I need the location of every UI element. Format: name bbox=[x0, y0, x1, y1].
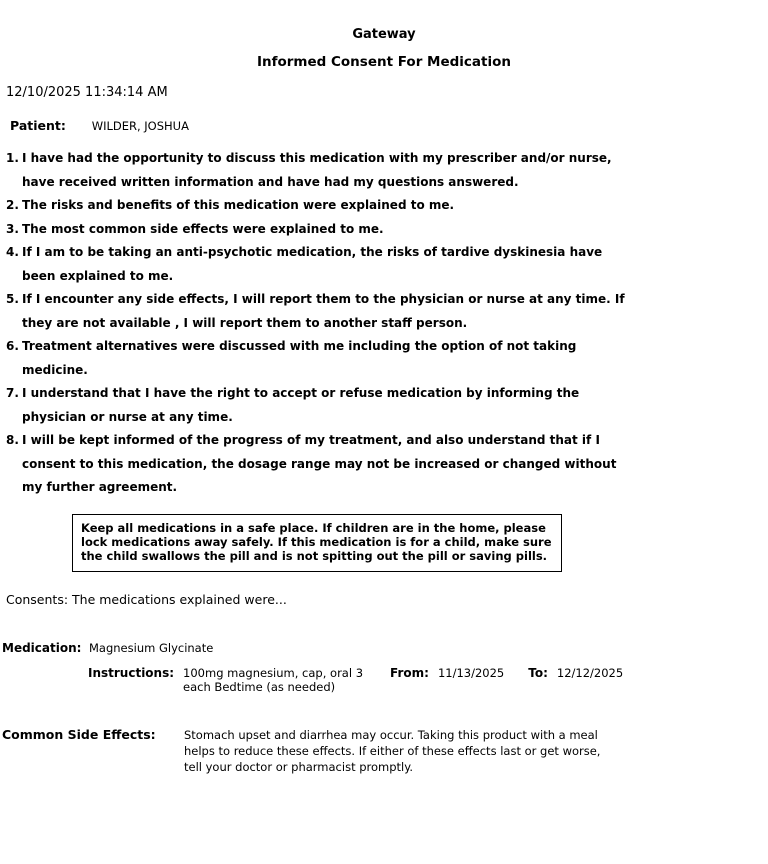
patient-label: Patient: bbox=[10, 118, 66, 133]
consents-statement: Consents: The medications explained were... bbox=[6, 591, 287, 607]
term-number: 4. bbox=[6, 245, 19, 259]
term-number: 3. bbox=[6, 221, 19, 236]
term-text: If I am to be taking an anti-psychotic medication, the risks of tardive dyskinesia have been explained to me. bbox=[22, 245, 603, 283]
medication-row bbox=[0, 641, 768, 655]
term-text: The risks and benefits of this medication were explained to me. bbox=[22, 198, 455, 212]
term-number: 1. bbox=[6, 151, 19, 165]
side-effects-row bbox=[0, 727, 768, 775]
document-timestamp: 12/10/2025 11:34:14 AM bbox=[6, 85, 168, 100]
list-item bbox=[6, 382, 768, 429]
term-number: 8. bbox=[6, 433, 19, 447]
term-number: 6. bbox=[6, 339, 19, 353]
term-text: I understand that I have the right to accept or refuse medication by informing the physician or nurse at any time. bbox=[22, 386, 580, 424]
to-label: To: bbox=[528, 665, 548, 680]
patient-name: WILDER, JOSHUA bbox=[91, 119, 189, 133]
patient-row bbox=[10, 118, 768, 133]
list-item bbox=[6, 335, 768, 382]
term-text: I will be kept informed of the progress of my treatment, and also understand that if I consent to this medication, the dosage range may not be increased or changed without my further agreement. bbox=[22, 433, 617, 494]
medication-label: Medication: bbox=[2, 640, 82, 655]
consent-terms-list bbox=[6, 147, 768, 500]
instructions-row bbox=[0, 666, 768, 694]
term-number: 5. bbox=[6, 292, 19, 306]
side-effects-label: Common Side Effects: bbox=[2, 726, 156, 742]
safety-notice-box bbox=[72, 514, 562, 572]
document-header bbox=[0, 0, 768, 71]
medication-name: Magnesium Glycinate bbox=[89, 640, 214, 655]
term-text: I have had the opportunity to discuss this medication with my prescriber and/or nurse, have received written information and have had my questions answered. bbox=[22, 151, 612, 189]
list-item bbox=[6, 429, 768, 500]
instructions-label: Instructions: bbox=[88, 665, 175, 680]
term-text: Treatment alternatives were discussed with me including the option of not taking medicine. bbox=[22, 339, 577, 377]
organization-name: Gateway bbox=[352, 27, 416, 42]
page-title: Informed Consent For Medication bbox=[256, 54, 512, 70]
from-label: From: bbox=[390, 665, 429, 680]
medication-section bbox=[0, 641, 768, 775]
term-number: 7. bbox=[6, 386, 19, 400]
list-item bbox=[6, 288, 768, 335]
side-effects-text: Stomach upset and diarrhea may occur. Taking this product with a meal helps to reduce these effects. If either of these effects last or get worse, tell your doctor or pharmacist promptly. bbox=[184, 727, 601, 774]
to-date: 12/12/2025 bbox=[556, 665, 624, 680]
list-item bbox=[6, 147, 768, 194]
list-item bbox=[6, 218, 768, 242]
safety-notice-text: Keep all medications in a safe place. If children are in the home, please lock medications away safely. If this medication is for a child, make sure the child swallows the pill and is not spitting out the pill or saving pills. bbox=[81, 520, 552, 563]
from-date: 11/13/2025 bbox=[437, 665, 505, 680]
list-item bbox=[6, 194, 768, 218]
term-text: The most common side effects were explained to me. bbox=[22, 221, 384, 236]
instructions-text: 100mg magnesium, cap, oral 3 each Bedtime (as needed) bbox=[183, 665, 364, 694]
list-item bbox=[6, 241, 768, 288]
term-text: If I encounter any side effects, I will report them to the physician or nurse at any time. If they are not available , I will report them to another staff person. bbox=[22, 292, 625, 330]
term-number: 2. bbox=[6, 198, 19, 212]
